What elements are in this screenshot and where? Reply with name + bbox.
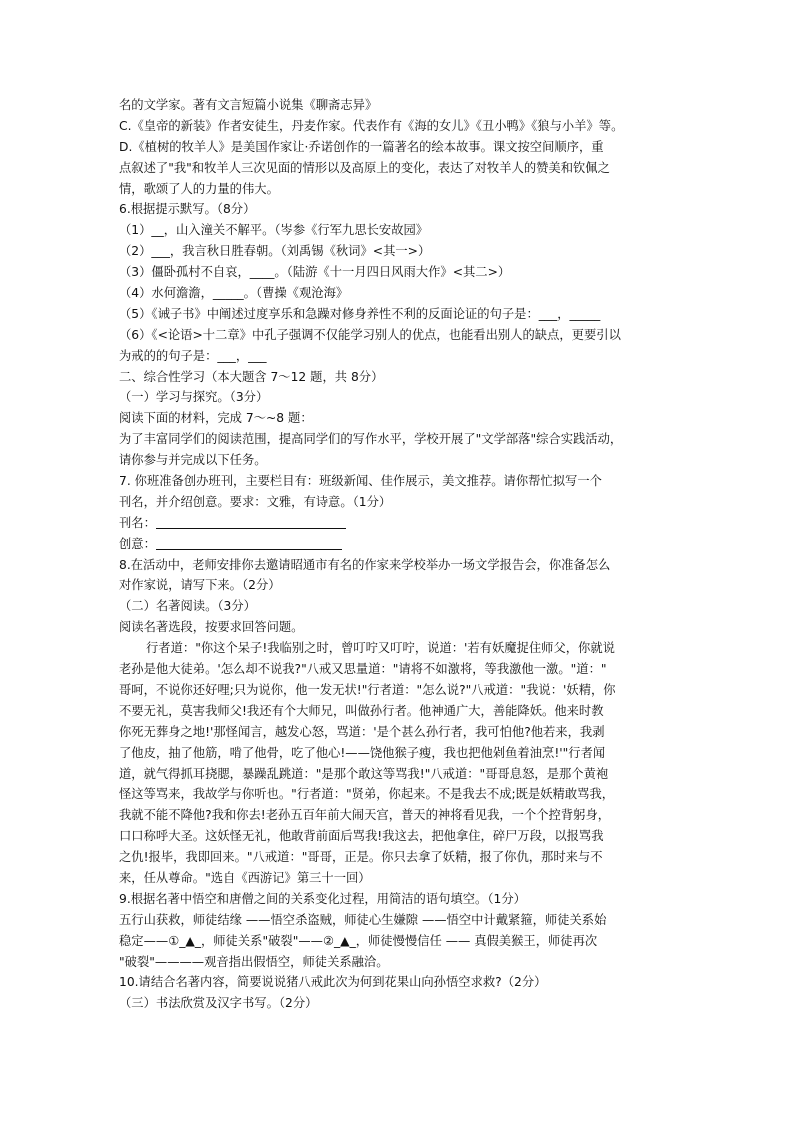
- text-line: 为了丰富同学们的阅读范围，提高同学们的写作水平，学校开展了"文学部落"综合实践活动，: [119, 432, 623, 447]
- text-line: 点叙述了"我"和牧羊人三次见面的情形以及高原上的变化，表达了对牧羊人的赞美和钦佩之: [119, 160, 610, 175]
- passage-line: 道，就气得抓耳挠腮，暴躁乱跳道："是那个敢这等骂我!"八戒道："哥哥息怒，是那个黄袍: [119, 766, 609, 781]
- question-6-heading: 6.根据提示默写。（8分）: [119, 202, 256, 217]
- journal-name-row: [119, 513, 679, 534]
- passage-line: 行者道："你这个呆子!我临别之时，曾叮咛又叮咛，说道：'若有妖魔捉住师父，你就说: [146, 641, 615, 656]
- passage-line: 了他皮，抽了他筋，啃了他骨，吃了他心!——饶他猴子瘦，我也把他剁鱼着油烹!'"行者闻: [119, 745, 606, 760]
- text-line: 稳定——①_▲_，师徒关系"破裂"——②_▲_，师徒慢慢信任 —— 真假美猴王，师徒再次: [119, 933, 598, 948]
- idea-label: 创意：: [119, 536, 156, 551]
- subsection-heading: （一）学习与探究。（3分）: [119, 390, 269, 405]
- question-9: 9.根据名著中悟空和唐僧之间的关系变化过程，用简洁的语句填空。（1分）: [119, 891, 526, 906]
- text-line: 为戒的的句子是：___，___: [119, 348, 267, 363]
- idea-row: [119, 534, 679, 555]
- text-line: 对作家说，请写下来。（2分）: [119, 578, 281, 593]
- text-line: 阅读名著选段，按要求回答问题。: [119, 620, 304, 635]
- passage-line: 哥呵，不说你还好哩;只为说你，他一发无状!"行者道："怎么说?"八戒道："我说：'妖精，你: [119, 682, 616, 697]
- text-line: 请你参与并完成以下任务。: [119, 453, 267, 468]
- passage-line: 口口称呼大圣。这妖怪无礼，他敢背前面后骂我!我这去，把他拿住，碎尸万段，以报骂我: [119, 829, 604, 844]
- subsection-heading: （二）名著阅读。（3分）: [119, 599, 256, 614]
- text-line: "破裂"————观音指出假悟空，师徒关系融洽。: [119, 954, 389, 969]
- text-line: D.《植树的牧羊人》是美国作家让·乔诺创作的一篇著名的绘本故事。课文按空间顺序，重: [119, 139, 604, 154]
- passage-line: 之仇!报毕，我即回来。"八戒道："哥哥，正是。你只去拿了妖精，报了你仇，那时来与不: [119, 850, 603, 865]
- text-line: （3）僵卧孤村不自哀，____。（陆游《十一月四日风雨大作》<其二>）: [119, 265, 511, 280]
- section-2-heading: 二、综合性学习（本大题含 7～12 题，共 8分）: [119, 369, 384, 384]
- passage-line: 你死无葬身之地!'那怪闻言，越发心怒，骂道：'是个甚么孙行者，我可怕他?他若来，我剥: [119, 724, 605, 739]
- idea-blank[interactable]: [156, 535, 342, 550]
- text-line: 刊名，并介绍创意。要求：文雅，有诗意。（1分）: [119, 494, 392, 509]
- text-line: C.《皇帝的新装》作者安徒生，丹麦作家。代表作有《海的女儿》《丑小鸭》《狼与小羊》等。: [119, 118, 624, 133]
- text-line: （6）《<论语>十二章》中孔子强调不仅能学习别人的优点，也能看出别人的缺点，更要引以: [119, 327, 621, 342]
- passage-line: 老孙是他大徒弟。'怎么却不说我?"八戒又思量道："请将不如激将，等我激他一激。"道：": [119, 662, 607, 677]
- text-line: （5）《诫子书》中阐述过度享乐和急躁对修身养性不利的反面论证的句子是：___，_____: [119, 306, 601, 321]
- text-line: （1）__，山入潼关不解平。（岑参《行军九思长安故园》: [119, 223, 429, 238]
- passage-line: 我就不能不降他?我和你去!老孙五百年前大闹天宫，普天的神将看见我，一个个控背躬身，: [119, 808, 611, 823]
- passage-line: 怪这等骂来，我故学与你听也。"行者道："贤弟，你起来。不是我去不成;既是妖精敢骂我，: [119, 787, 615, 802]
- document-body: [119, 95, 679, 1014]
- text-line: 情，歌颂了人的力量的伟大。: [119, 181, 279, 196]
- text-line: 名的文学家。著有文言短篇小说集《聊斋志异》: [119, 98, 378, 112]
- text-line: （2）___，我言秋日胜春朝。（刘禹锡《秋词》<其一>）: [119, 244, 431, 259]
- journal-name-blank[interactable]: [156, 514, 346, 529]
- question-10: 10.请结合名著内容，简要说说猪八戒此次为何到花果山向孙悟空求救?（2分）: [119, 975, 547, 990]
- text-line: 五行山获救，师徒结缘 ——悟空杀盗贼，师徒心生嫌隙 ——悟空中计戴紧箍，师徒关系始: [119, 912, 607, 927]
- text-line: （4）水何澹澹，_____。（曹操《观沧海》: [119, 286, 349, 301]
- question-7: 7. 你班准备创办班刊，主要栏目有：班级新闻、佳作展示，美文推荐。请你帮忙拟写一个: [119, 474, 602, 489]
- question-8: 8.在活动中，老师安排你去邀请昭通市有名的作家来学校举办一场文学报告会，你准备怎么: [119, 557, 611, 572]
- journal-name-label: 刊名：: [119, 515, 156, 530]
- text-line: 阅读下面的材料，完成 7～~8 题：: [119, 411, 313, 426]
- passage-line: 来，任从尊命。"选自《西游记》第三十一回）: [119, 870, 371, 885]
- subsection-heading: （三）书法欣赏及汉字书写。（2分）: [119, 996, 318, 1011]
- passage-line: 不要无礼，莫害我师父!我还有个大师兄，叫做孙行者。他神通广大，善能降妖。他来时教: [119, 703, 604, 718]
